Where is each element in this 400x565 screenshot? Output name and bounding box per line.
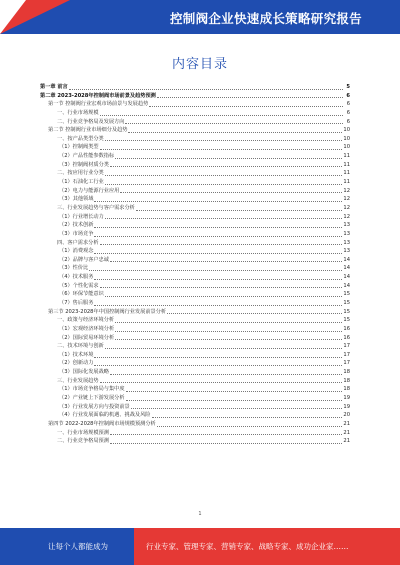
toc-entry[interactable] <box>40 264 350 273</box>
toc-entry-page: 5 <box>346 83 350 90</box>
toc-entry-page: 17 <box>343 351 350 358</box>
toc-entry[interactable] <box>40 161 350 170</box>
toc-entry[interactable] <box>40 143 350 152</box>
toc-entry[interactable] <box>40 169 350 178</box>
toc-entry-title: 二、按应用行业分类 <box>57 170 104 177</box>
toc-leader-dots <box>100 148 343 150</box>
toc-leader-dots <box>100 114 343 116</box>
toc-leader-dots <box>94 200 342 202</box>
toc-entry-page: 10 <box>343 127 350 134</box>
toc-entry-page: 18 <box>343 386 350 393</box>
toc-entry[interactable] <box>40 342 350 351</box>
toc-leader-dots <box>115 157 342 159</box>
toc-entry[interactable] <box>40 299 350 308</box>
toc-entry-title: 一、行业市场规模 <box>57 109 99 116</box>
toc-entry-title: （1）控制阀类型 <box>59 144 99 151</box>
toc-leader-dots <box>94 226 342 228</box>
toc-entry-title: 一、按产品类型分类 <box>57 135 104 142</box>
toc-entry-title: （2）产品性能参数指标 <box>59 153 115 160</box>
toc-leader-dots <box>110 373 342 375</box>
toc-entry-page: 13 <box>343 239 350 246</box>
toc-entry[interactable] <box>40 403 350 412</box>
toc-entry-page: 11 <box>343 161 350 168</box>
toc-entry[interactable] <box>40 385 350 394</box>
toc-entry-page: 6 <box>346 92 350 99</box>
toc-entry[interactable] <box>40 360 350 369</box>
toc-entry-title: （5）个性化需求 <box>59 282 99 289</box>
toc-entry-page: 11 <box>343 170 350 177</box>
toc-leader-dots <box>100 243 343 245</box>
toc-entry[interactable] <box>40 377 350 386</box>
report-title: 控制阀企业快速成长策略研究报告 <box>169 11 362 26</box>
footer-slogan-left: 让每个人都能成为 <box>0 528 134 565</box>
toc-leader-dots <box>100 381 343 383</box>
toc-entry[interactable] <box>40 204 350 213</box>
toc-entry-page: 14 <box>343 256 350 263</box>
page-footer <box>0 528 400 565</box>
header-white-wedge <box>0 0 26 34</box>
toc-leader-dots <box>152 416 343 418</box>
toc-entry[interactable] <box>40 325 350 334</box>
toc-entry-page: 18 <box>343 377 350 384</box>
toc-leader-dots <box>94 364 342 366</box>
toc-entry-title: （3）国际化发展战略 <box>59 369 109 376</box>
toc-leader-dots <box>105 295 343 297</box>
toc-leader-dots <box>69 88 343 90</box>
toc-leader-dots <box>157 96 343 98</box>
toc-entry[interactable] <box>40 420 350 429</box>
toc-leader-dots <box>110 260 342 262</box>
toc-entry-page: 19 <box>343 395 350 402</box>
toc-entry-title: （2）电力与能源行业应用 <box>59 187 120 194</box>
toc-entry-page: 15 <box>343 300 350 306</box>
toc-entry[interactable] <box>40 195 350 204</box>
toc-leader-dots <box>105 347 343 349</box>
toc-leader-dots <box>105 183 343 185</box>
toc-leader-dots <box>115 321 342 323</box>
toc-entry[interactable] <box>40 394 350 403</box>
toc-entry[interactable] <box>40 213 350 222</box>
toc-entry-title: （1）市场竞争格局与集中度 <box>59 386 125 393</box>
toc-leader-dots <box>89 269 342 271</box>
toc-leader-dots <box>131 407 343 409</box>
toc-entry-title: （1）宏观经济环境分析 <box>59 325 115 332</box>
toc-entry-page: 12 <box>343 187 350 194</box>
toc-entry-page: 15 <box>343 291 350 298</box>
toc-entry-page: 14 <box>343 274 350 281</box>
toc-entry-title: 第四节 2022-2028年控制阀市场规模预测分析 <box>48 420 156 427</box>
toc-entry-title: （3）其他领域 <box>59 196 94 203</box>
toc-entry-page: 16 <box>343 334 350 341</box>
toc-entry[interactable] <box>40 368 350 377</box>
toc-entry[interactable] <box>40 429 350 438</box>
toc-entry-page: 16 <box>343 325 350 332</box>
toc-leader-dots <box>105 217 343 219</box>
toc-leader-dots <box>94 235 342 237</box>
toc-entry[interactable] <box>40 135 350 144</box>
toc-entry-title: （1）行业增长动力 <box>59 213 104 220</box>
toc-entry-page: 21 <box>343 438 350 445</box>
toc-entry[interactable] <box>40 109 350 118</box>
toc-entry-page: 11 <box>343 153 350 160</box>
toc-entry-title: （1）石油化工行业 <box>59 179 104 186</box>
toc-entry-title: 三、行业发展趋势 <box>57 377 99 384</box>
toc-entry-title: 一、行业市场规模预测 <box>57 429 109 436</box>
toc-leader-dots <box>136 209 343 211</box>
toc-entry-page: 6 <box>346 118 350 125</box>
toc-leader-dots <box>94 252 342 254</box>
toc-leader-dots <box>94 278 342 280</box>
toc-leader-dots <box>126 399 343 401</box>
toc-entry[interactable] <box>40 411 350 420</box>
toc-leader-dots <box>149 105 343 107</box>
toc-leader-dots <box>115 330 342 332</box>
toc-entry-page: 13 <box>343 222 350 229</box>
toc-entry-page: 6 <box>346 109 350 116</box>
toc-entry-title: 三、行业发展趋势与客户需求分析 <box>57 204 135 211</box>
toc-leader-dots <box>94 304 342 306</box>
toc-entry-page: 13 <box>343 230 350 237</box>
toc-entry-title: 二、技术环境与创新 <box>57 343 104 350</box>
toc-entry-page: 15 <box>343 317 350 324</box>
toc-entry-title: 二、行业竞争格局及发展方向 <box>57 118 125 125</box>
toc-entry-page: 14 <box>343 282 350 289</box>
toc-leader-dots <box>126 390 343 392</box>
toc-entry-title: 第三节 2023-2028年中国控制阀行业发展前景分析 <box>48 308 167 315</box>
toc-entry[interactable] <box>40 316 350 325</box>
toc-entry-page: 21 <box>343 420 350 427</box>
toc-entry-title: （3）行业发展方向与投资前景 <box>59 403 130 410</box>
toc-entry-title: 一、政策与经济环境分析 <box>57 317 115 324</box>
toc-leader-dots <box>110 165 342 167</box>
toc-entry[interactable] <box>40 83 350 92</box>
toc-leader-dots <box>105 139 343 141</box>
toc-entry-title: 二、行业竞争格局预测 <box>57 438 109 445</box>
toc-entry[interactable] <box>40 351 350 360</box>
toc-heading: 内容目录 <box>171 57 228 72</box>
toc-entry-title: 第二节 控制阀行业市场细分及趋势 <box>48 127 128 134</box>
toc-leader-dots <box>105 174 343 176</box>
toc-entry-page: 20 <box>343 412 350 419</box>
toc-entry-title: （2）品牌与客户忠诚 <box>59 256 109 263</box>
toc-entry[interactable] <box>40 239 350 248</box>
toc-leader-dots <box>100 286 343 288</box>
toc-entry-title: （7）售后服务 <box>59 300 94 306</box>
toc-entry[interactable] <box>40 152 350 161</box>
toc-entry[interactable] <box>40 282 350 291</box>
toc-leader-dots <box>128 131 342 133</box>
toc-entry-title: （2）国际贸易环境分析 <box>59 334 115 341</box>
toc-entry-title: （1）技术环境 <box>59 351 94 358</box>
toc-entry[interactable] <box>40 273 350 282</box>
toc-entry-title: （2）技术创新 <box>59 222 94 229</box>
toc-entry-title: （2）产业链上下游发展分析 <box>59 395 125 402</box>
toc-entry[interactable] <box>40 230 350 239</box>
page-number: 1 <box>198 511 202 517</box>
toc-entry-title: 第一节 控制阀行业宏观市场前景与发展趋势 <box>48 101 149 108</box>
toc-entry[interactable] <box>40 437 350 446</box>
toc-leader-dots <box>110 433 343 435</box>
toc-entry-title: （6）环保节能意识 <box>59 291 104 298</box>
toc-entry-title: （3）控制阀材质分类 <box>59 161 109 168</box>
toc-entry[interactable] <box>40 118 350 127</box>
toc-leader-dots <box>115 338 342 340</box>
page-header <box>0 0 400 34</box>
toc-entry-page: 10 <box>343 135 350 142</box>
toc-leader-dots <box>94 356 342 358</box>
toc-entry-title: （3）性价比 <box>59 265 89 272</box>
toc-entry[interactable] <box>40 247 350 256</box>
footer-slogan-right: 行业专家、管理专家、营销专家、战略专家、成功企业家…… <box>134 528 400 565</box>
toc-entry-page: 17 <box>343 360 350 367</box>
toc-entry-page: 17 <box>343 343 350 350</box>
toc-entry-title: （4）技术服务 <box>59 274 94 281</box>
toc-entry-title: （2）创新动力 <box>59 360 94 367</box>
toc-entry[interactable] <box>40 290 350 299</box>
toc-entry[interactable] <box>40 221 350 230</box>
toc-entry-page: 11 <box>343 179 350 186</box>
toc-entry-page: 15 <box>343 308 350 315</box>
toc-entry[interactable] <box>40 178 350 187</box>
toc-entry[interactable] <box>40 92 350 101</box>
toc-entry[interactable] <box>40 187 350 196</box>
toc-entry-page: 12 <box>343 196 350 203</box>
toc-entry-page: 12 <box>343 213 350 220</box>
toc-entry-page: 10 <box>343 144 350 151</box>
toc-entry-title: （4）行业发展面临的机遇、挑战及风险 <box>59 412 151 419</box>
toc-entry-page: 13 <box>343 248 350 255</box>
toc-entry-page: 12 <box>343 204 350 211</box>
toc-entry-title: 第一章 前言 <box>40 83 68 90</box>
table-of-contents <box>40 83 350 446</box>
toc-entry-title: 四、客户需求分析 <box>57 239 99 246</box>
toc-leader-dots <box>110 442 343 444</box>
toc-leader-dots <box>167 312 342 314</box>
toc-entry[interactable] <box>40 100 350 109</box>
toc-leader-dots <box>125 122 343 124</box>
toc-entry[interactable] <box>40 256 350 265</box>
toc-entry-page: 6 <box>346 101 350 108</box>
toc-entry-page: 18 <box>343 369 350 376</box>
toc-entry-title: （3）市场竞争 <box>59 230 94 237</box>
toc-entry[interactable] <box>40 126 350 135</box>
toc-entry[interactable] <box>40 334 350 343</box>
toc-entry-page: 21 <box>343 429 350 436</box>
toc-entry-page: 19 <box>343 403 350 410</box>
toc-entry[interactable] <box>40 308 350 317</box>
toc-leader-dots <box>120 191 342 193</box>
toc-entry-title: 第二章 2023-2028年控制阀市场前景及趋势预测 <box>40 92 156 99</box>
toc-entry-title: （1）消费观念 <box>59 248 94 255</box>
toc-leader-dots <box>157 425 343 427</box>
toc-entry-page: 14 <box>343 265 350 272</box>
